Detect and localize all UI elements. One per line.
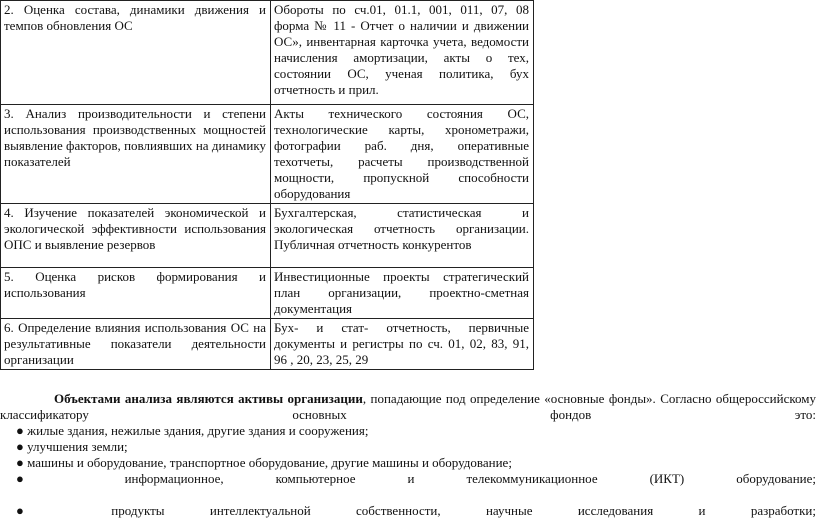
table-row: [1, 1, 534, 105]
cell-text: 3. Анализ производительности и степени использования производственных мощностей выявление факторов, повлиявших на динамику показателей: [4, 106, 266, 169]
list-item: ● жилые здания, нежилые здания, другие здания и сооружения;: [16, 423, 369, 438]
cell-text: Инвестиционные проекты стратегический план организации, проектно-сметная документация: [274, 269, 529, 316]
cell-text: 4. Изучение показателей экономической и экологической эффективности использования ОПС и выявление резервов: [4, 205, 266, 252]
cell-text: Акты технического состояния ОС, технологические карты, хронометражи, фотографии раб. дня, оперативные техотчеты, расчеты производственной мощности, пропускной способности оборудования: [274, 106, 529, 201]
cell-text: 5. Оценка рисков формирования и использования: [4, 269, 266, 300]
table-cell-task: [1, 1, 271, 105]
table-row: [1, 319, 534, 370]
list-item: ● информационное, компьютерное и телекоммуникационное (ИКТ) оборудование;: [16, 471, 816, 486]
intro-bold-text: Объектами анализа являются активы организации: [54, 391, 363, 406]
intro-paragraph: [0, 391, 816, 423]
list-item: ● машины и оборудование, транспортное оборудование, другие машины и оборудование;: [16, 455, 512, 470]
table-cell-source: [271, 105, 534, 204]
table-cell-task: [1, 319, 271, 370]
table-cell-task: [1, 268, 271, 319]
list-item: ● улучшения земли;: [16, 439, 128, 454]
intro-text: , попадающие под определение «основные фонды». Согласно общероссийскому классификатору основных фондов это:: [0, 391, 816, 422]
table-row: [1, 204, 534, 268]
table-cell-source: [271, 204, 534, 268]
table-cell-task: [1, 105, 271, 204]
table-row: [1, 105, 534, 204]
table-cell-source: [271, 1, 534, 105]
cell-text: 6. Определение влияния использования ОС на результативные показатели деятельности организации: [4, 320, 266, 367]
table-cell-source: [271, 268, 534, 319]
cell-text: Обороты по сч.01, 01.1, 001, 011, 07, 08 форма № 11 - Отчет о наличии и движении ОС», инвентарная карточка учета, ведомости начисления амортизации, акты о тех, состоянии ОС, ученая политика, бух отчетность и прил.: [274, 2, 529, 97]
document-table: [0, 0, 534, 370]
cell-text: Бух- и стат- отчетность, первичные документы и регистры по сч. 01, 02, 83, 91, 96 , 20, 23, 25, 29: [274, 320, 529, 367]
table-cell-task: [1, 204, 271, 268]
cell-text: Бухгалтерская, статистическая и экологическая отчетность организации. Публичная отчетность конкурентов: [274, 205, 529, 252]
table-cell-source: [271, 319, 534, 370]
cell-text: 2. Оценка состава, динамики движения и темпов обновления ОС: [4, 2, 266, 33]
table-row: [1, 268, 534, 319]
list-item: ● продукты интеллектуальной собственности, научные исследования и разработки;: [16, 503, 816, 518]
